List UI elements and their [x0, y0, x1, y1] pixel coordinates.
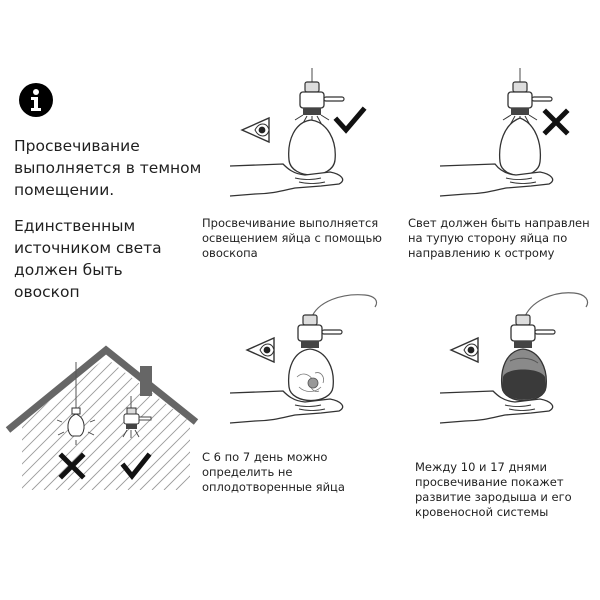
light-bulb-icon	[57, 408, 95, 445]
panel-2-caption: Свет должен быть направлен на тупую сторону яйца по направлению к острому	[408, 216, 590, 260]
check-icon	[337, 110, 363, 130]
ovoscope-lamp	[511, 315, 555, 348]
room-illustration	[8, 350, 196, 490]
panel-3-caption: С 6 по 7 день можно определить не оплодотворенные яйца	[202, 450, 345, 494]
panel-1-illustration	[225, 68, 375, 203]
cross-icon	[546, 112, 566, 132]
panel-4-illustration	[440, 285, 595, 430]
info-text-only-light-source: Единственным источником света должен быть овоскоп	[14, 217, 162, 301]
egg	[500, 118, 541, 176]
cross-icon	[62, 456, 82, 476]
eye-icon	[242, 118, 269, 142]
panel-2-illustration	[440, 68, 590, 203]
info-text-dark-room: Просвечивание выполняется в темном помещении.	[14, 137, 202, 199]
embryo	[502, 370, 546, 400]
panel-3-illustration	[225, 285, 385, 430]
eye-icon	[451, 338, 478, 362]
egg	[289, 349, 334, 401]
eye-icon	[247, 338, 274, 362]
ovoscope-lamp	[503, 82, 552, 126]
info-icon	[18, 82, 54, 118]
ovoscope-lamp	[298, 315, 342, 348]
panel-4-caption: Между 10 и 17 днями просвечивание покажет развитие зародыша и его кровеносной системы	[415, 460, 572, 519]
egg	[289, 120, 336, 175]
panel-1-caption: Просвечивание выполняется освещением яйца с помощью овоскопа	[202, 216, 382, 260]
